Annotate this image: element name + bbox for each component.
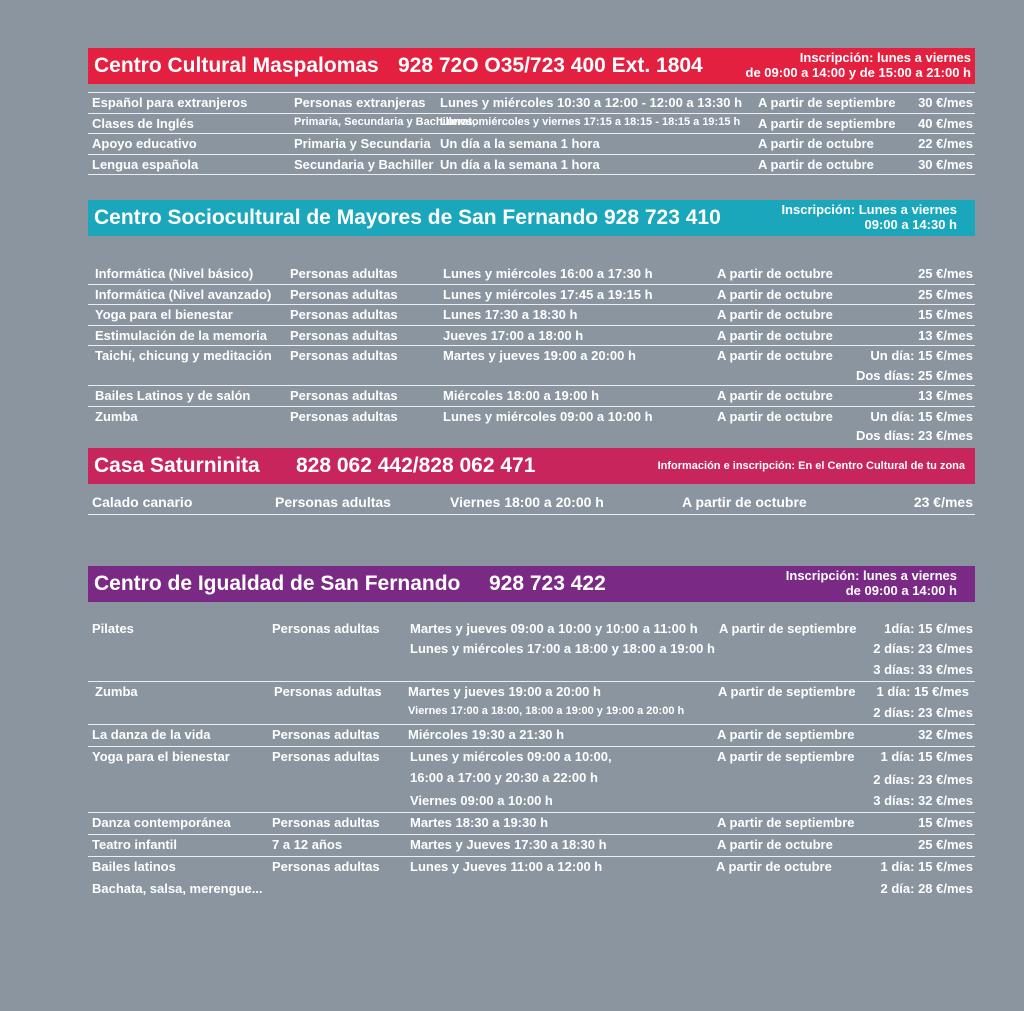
- center-phone: 828 062 442/828 062 471: [296, 454, 536, 477]
- schedule: Martes y jueves 09:00 a 10:00 y 10:00 a 11:00 h: [410, 621, 698, 636]
- activity-name: Clases de Inglés: [92, 115, 194, 131]
- section-igualdad: [88, 566, 975, 901]
- activity-name: Pilates: [92, 621, 134, 636]
- table-row: [88, 790, 975, 813]
- schedule: Un día a la semana 1 hora: [440, 156, 600, 172]
- table-row: [88, 305, 975, 326]
- start-date: A partir de septiembre: [719, 621, 857, 636]
- price: 1 día: 15 €/mes: [880, 749, 973, 764]
- activity-name: Bailes Latinos y de salón: [95, 388, 251, 403]
- table-row: [88, 285, 975, 306]
- activity-name: Bailes latinos: [92, 859, 176, 874]
- schedule: Un día a la semana 1 hora: [440, 136, 600, 151]
- start-date: A partir de septiembre: [758, 115, 896, 131]
- price: Un día: 15 €/mes: [870, 348, 973, 363]
- price: 2 días: 23 €/mes: [873, 641, 973, 656]
- schedule: 16:00 a 17:00 y 20:30 a 22:00 h: [410, 770, 598, 785]
- price: 13 €/mes: [918, 388, 973, 403]
- activity-list: [88, 264, 975, 446]
- activity-name: Estimulación de la memoria: [95, 327, 267, 343]
- center-phone: 928 723 422: [489, 572, 606, 595]
- table-row: [88, 92, 975, 114]
- center-name: Centro Sociocultural de Mayores de San Fernando: [94, 206, 599, 229]
- activity-name: Informática (Nivel básico): [95, 266, 254, 281]
- activity-name: Zumba: [95, 684, 138, 699]
- banner-maspalomas: [88, 48, 975, 84]
- table-row: [88, 155, 975, 176]
- price: 15 €/mes: [918, 307, 973, 322]
- price: 1 día: 15 €/mes: [876, 684, 969, 699]
- schedule: Lunes y miércoles 09:00 a 10:00 h: [443, 408, 653, 424]
- center-name: Centro Cultural Maspalomas: [94, 54, 379, 77]
- center-name: Centro de Igualdad de San Fernando: [94, 572, 461, 595]
- center-phone: 928 72O O35/723 400 Ext. 1804: [398, 54, 703, 77]
- price: 25 €/mes: [918, 837, 973, 852]
- schedule: Miércoles 18:00 a 19:00 h: [443, 388, 600, 403]
- start-date: A partir de octubre: [717, 348, 833, 363]
- audience: Primaria y Secundaria: [294, 136, 431, 151]
- start-date: A partir de septiembre: [758, 95, 896, 110]
- center-name: Casa Saturninita: [94, 454, 260, 477]
- activity-name: Apoyo educativo: [92, 136, 197, 151]
- audience: Personas extranjeras: [294, 95, 426, 110]
- price: 3 días: 32 €/mes: [873, 793, 973, 808]
- audience: Personas adultas: [290, 388, 398, 403]
- start-date: A partir de octubre: [717, 408, 833, 424]
- start-date: A partir de octubre: [717, 286, 833, 302]
- audience: Personas adultas: [272, 749, 380, 764]
- audience: Personas adultas: [290, 307, 398, 322]
- schedule: Miércoles 19:30 a 21:30 h: [408, 727, 565, 742]
- schedule: Lunes y Jueves 11:00 a 12:00 h: [410, 859, 603, 874]
- table-row: [88, 426, 975, 446]
- schedule: Viernes 09:00 a 10:00 h: [410, 793, 553, 808]
- activity-list: [88, 92, 975, 175]
- audience: Primaria, Secundaria y Bachillerato: [294, 115, 479, 128]
- inscription-info: Inscripción: lunes a viernes de 09:00 a 14:00 h: [785, 568, 957, 598]
- table-row: [88, 879, 975, 901]
- audience: Personas adultas: [275, 494, 391, 510]
- price: 30 €/mes: [918, 156, 973, 172]
- start-date: A partir de octubre: [717, 327, 833, 343]
- table-row: [88, 768, 975, 790]
- activity-name: Teatro infantil: [92, 837, 177, 852]
- table-row: [88, 114, 975, 135]
- start-date: A partir de septiembre: [718, 684, 856, 699]
- schedule: Lunes 17:30 a 18:30 h: [443, 307, 578, 322]
- price: 30 €/mes: [918, 95, 973, 110]
- schedule: Martes y Jueves 17:30 a 18:30 h: [410, 837, 607, 852]
- audience: Personas adultas: [272, 621, 380, 636]
- table-row: [88, 857, 975, 879]
- table-row: [88, 134, 975, 155]
- activity-name: Informática (Nivel avanzado): [95, 286, 272, 302]
- start-date: A partir de septiembre: [717, 815, 855, 830]
- price: 25 €/mes: [918, 266, 973, 281]
- price: 15 €/mes: [918, 815, 973, 830]
- table-row: [88, 407, 975, 427]
- table-row: [88, 619, 975, 639]
- start-date: A partir de septiembre: [717, 749, 855, 764]
- audience: 7 a 12 años: [272, 837, 343, 852]
- audience: Personas adultas: [290, 348, 398, 363]
- inscription-info: Información e inscripción: En el Centro Cultural de tu zona: [657, 460, 965, 472]
- schedule: Lunes y miércoles 17:45 a 19:15 h: [443, 286, 653, 302]
- activity-name: Yoga para el bienestar: [92, 749, 230, 764]
- table-row: [88, 747, 975, 768]
- inscription-info: Inscripción: lunes a viernes de 09:00 a 14:00 y de 15:00 a 21:00 h: [745, 50, 971, 80]
- inscription-info: Inscripción: Lunes a viernes 09:00 a 14:30 h: [781, 202, 957, 232]
- audience: Personas adultas: [290, 266, 398, 281]
- price: 22 €/mes: [918, 136, 973, 151]
- schedule: Martes y jueves 19:00 a 20:00 h: [408, 684, 601, 699]
- price: 40 €/mes: [918, 115, 973, 131]
- price: 1 día: 15 €/mes: [880, 859, 973, 874]
- start-date: A partir de octubre: [716, 859, 832, 874]
- section-saturninita: [88, 448, 975, 515]
- table-row: [88, 703, 975, 725]
- schedule: Lunes y miércoles 09:00 a 10:00,: [410, 749, 612, 764]
- activity-name: Taichí, chicung y meditación: [95, 348, 272, 363]
- start-date: A partir de octubre: [717, 266, 833, 281]
- audience: Secundaria y Bachiller: [294, 156, 434, 172]
- table-row: [88, 725, 975, 747]
- schedule: Martes y jueves 19:00 a 20:00 h: [443, 348, 636, 363]
- activity-subtitle: Bachata, salsa, merengue...: [92, 881, 263, 896]
- price: Dos días: 23 €/mes: [855, 428, 973, 443]
- price: 3 días: 33 €/mes: [873, 662, 973, 677]
- start-date: A partir de octubre: [758, 156, 874, 172]
- price: 2 día: 28 €/mes: [880, 881, 973, 896]
- activity-name: Español para extranjeros: [92, 95, 248, 110]
- activity-name: Danza contemporánea: [92, 815, 231, 830]
- start-date: A partir de octubre: [717, 837, 833, 852]
- table-row: [88, 835, 975, 857]
- section-maspalomas: [88, 48, 975, 175]
- activity-name: La danza de la vida: [92, 727, 211, 742]
- schedule: Viernes 17:00 a 18:00, 18:00 a 19:00 y 19:00 a 20:00 h: [408, 705, 685, 717]
- audience: Personas adultas: [274, 684, 382, 699]
- banner-mayores: [88, 200, 975, 236]
- start-date: A partir de octubre: [758, 136, 874, 151]
- schedule: Martes 18:30 a 19:30 h: [410, 815, 549, 830]
- activity-name: Calado canario: [92, 494, 193, 510]
- schedule: Lunes y miércoles 17:00 a 18:00 y 18:00 a 19:00 h: [410, 641, 715, 656]
- table-row: [88, 346, 975, 366]
- audience: Personas adultas: [272, 727, 380, 742]
- price: 2 días: 23 €/mes: [873, 705, 973, 720]
- section-mayores: [88, 200, 975, 446]
- table-row: [88, 492, 975, 515]
- activity-name: Zumba: [95, 408, 138, 424]
- table-row: [88, 682, 975, 703]
- table-row: [88, 386, 975, 407]
- banner-saturninita: [88, 448, 975, 484]
- table-row: [88, 660, 975, 682]
- audience: Personas adultas: [290, 327, 398, 343]
- price: 23 €/mes: [913, 494, 973, 510]
- start-date: A partir de octubre: [682, 494, 807, 510]
- table-row: [88, 813, 975, 835]
- price: 13 €/mes: [918, 327, 973, 343]
- audience: Personas adultas: [272, 815, 380, 830]
- activity-name: Yoga para el bienestar: [95, 307, 233, 322]
- price: Un día: 15 €/mes: [870, 408, 973, 424]
- price: 1día: 15 €/mes: [884, 621, 973, 636]
- schedule: Lunes y miércoles 16:00 a 17:30 h: [443, 266, 653, 281]
- start-date: A partir de octubre: [717, 388, 833, 403]
- audience: Personas adultas: [290, 408, 398, 424]
- table-row: [88, 639, 975, 660]
- price: 32 €/mes: [918, 727, 973, 742]
- center-phone: 928 723 410: [604, 206, 721, 229]
- price: 2 días: 23 €/mes: [873, 772, 973, 787]
- schedule: Viernes 18:00 a 20:00 h: [450, 494, 604, 510]
- activity-name: Lengua española: [92, 156, 199, 172]
- table-row: [88, 366, 975, 387]
- audience: Personas adultas: [290, 286, 398, 302]
- price: 25 €/mes: [918, 286, 973, 302]
- schedule: Jueves 17:00 a 18:00 h: [443, 327, 584, 343]
- table-row: [88, 326, 975, 347]
- audience: Personas adultas: [272, 859, 380, 874]
- price: Dos días: 25 €/mes: [855, 367, 973, 383]
- start-date: A partir de septiembre: [717, 727, 855, 742]
- table-row: [88, 264, 975, 285]
- start-date: A partir de octubre: [717, 307, 833, 322]
- schedule: Lunes, miércoles y viernes 17:15 a 18:15 - 18:15 a 19:15 h: [440, 115, 741, 128]
- schedule: Lunes y miércoles 10:30 a 12:00 - 12:00 a 13:30 h: [440, 95, 743, 110]
- banner-igualdad: [88, 566, 975, 602]
